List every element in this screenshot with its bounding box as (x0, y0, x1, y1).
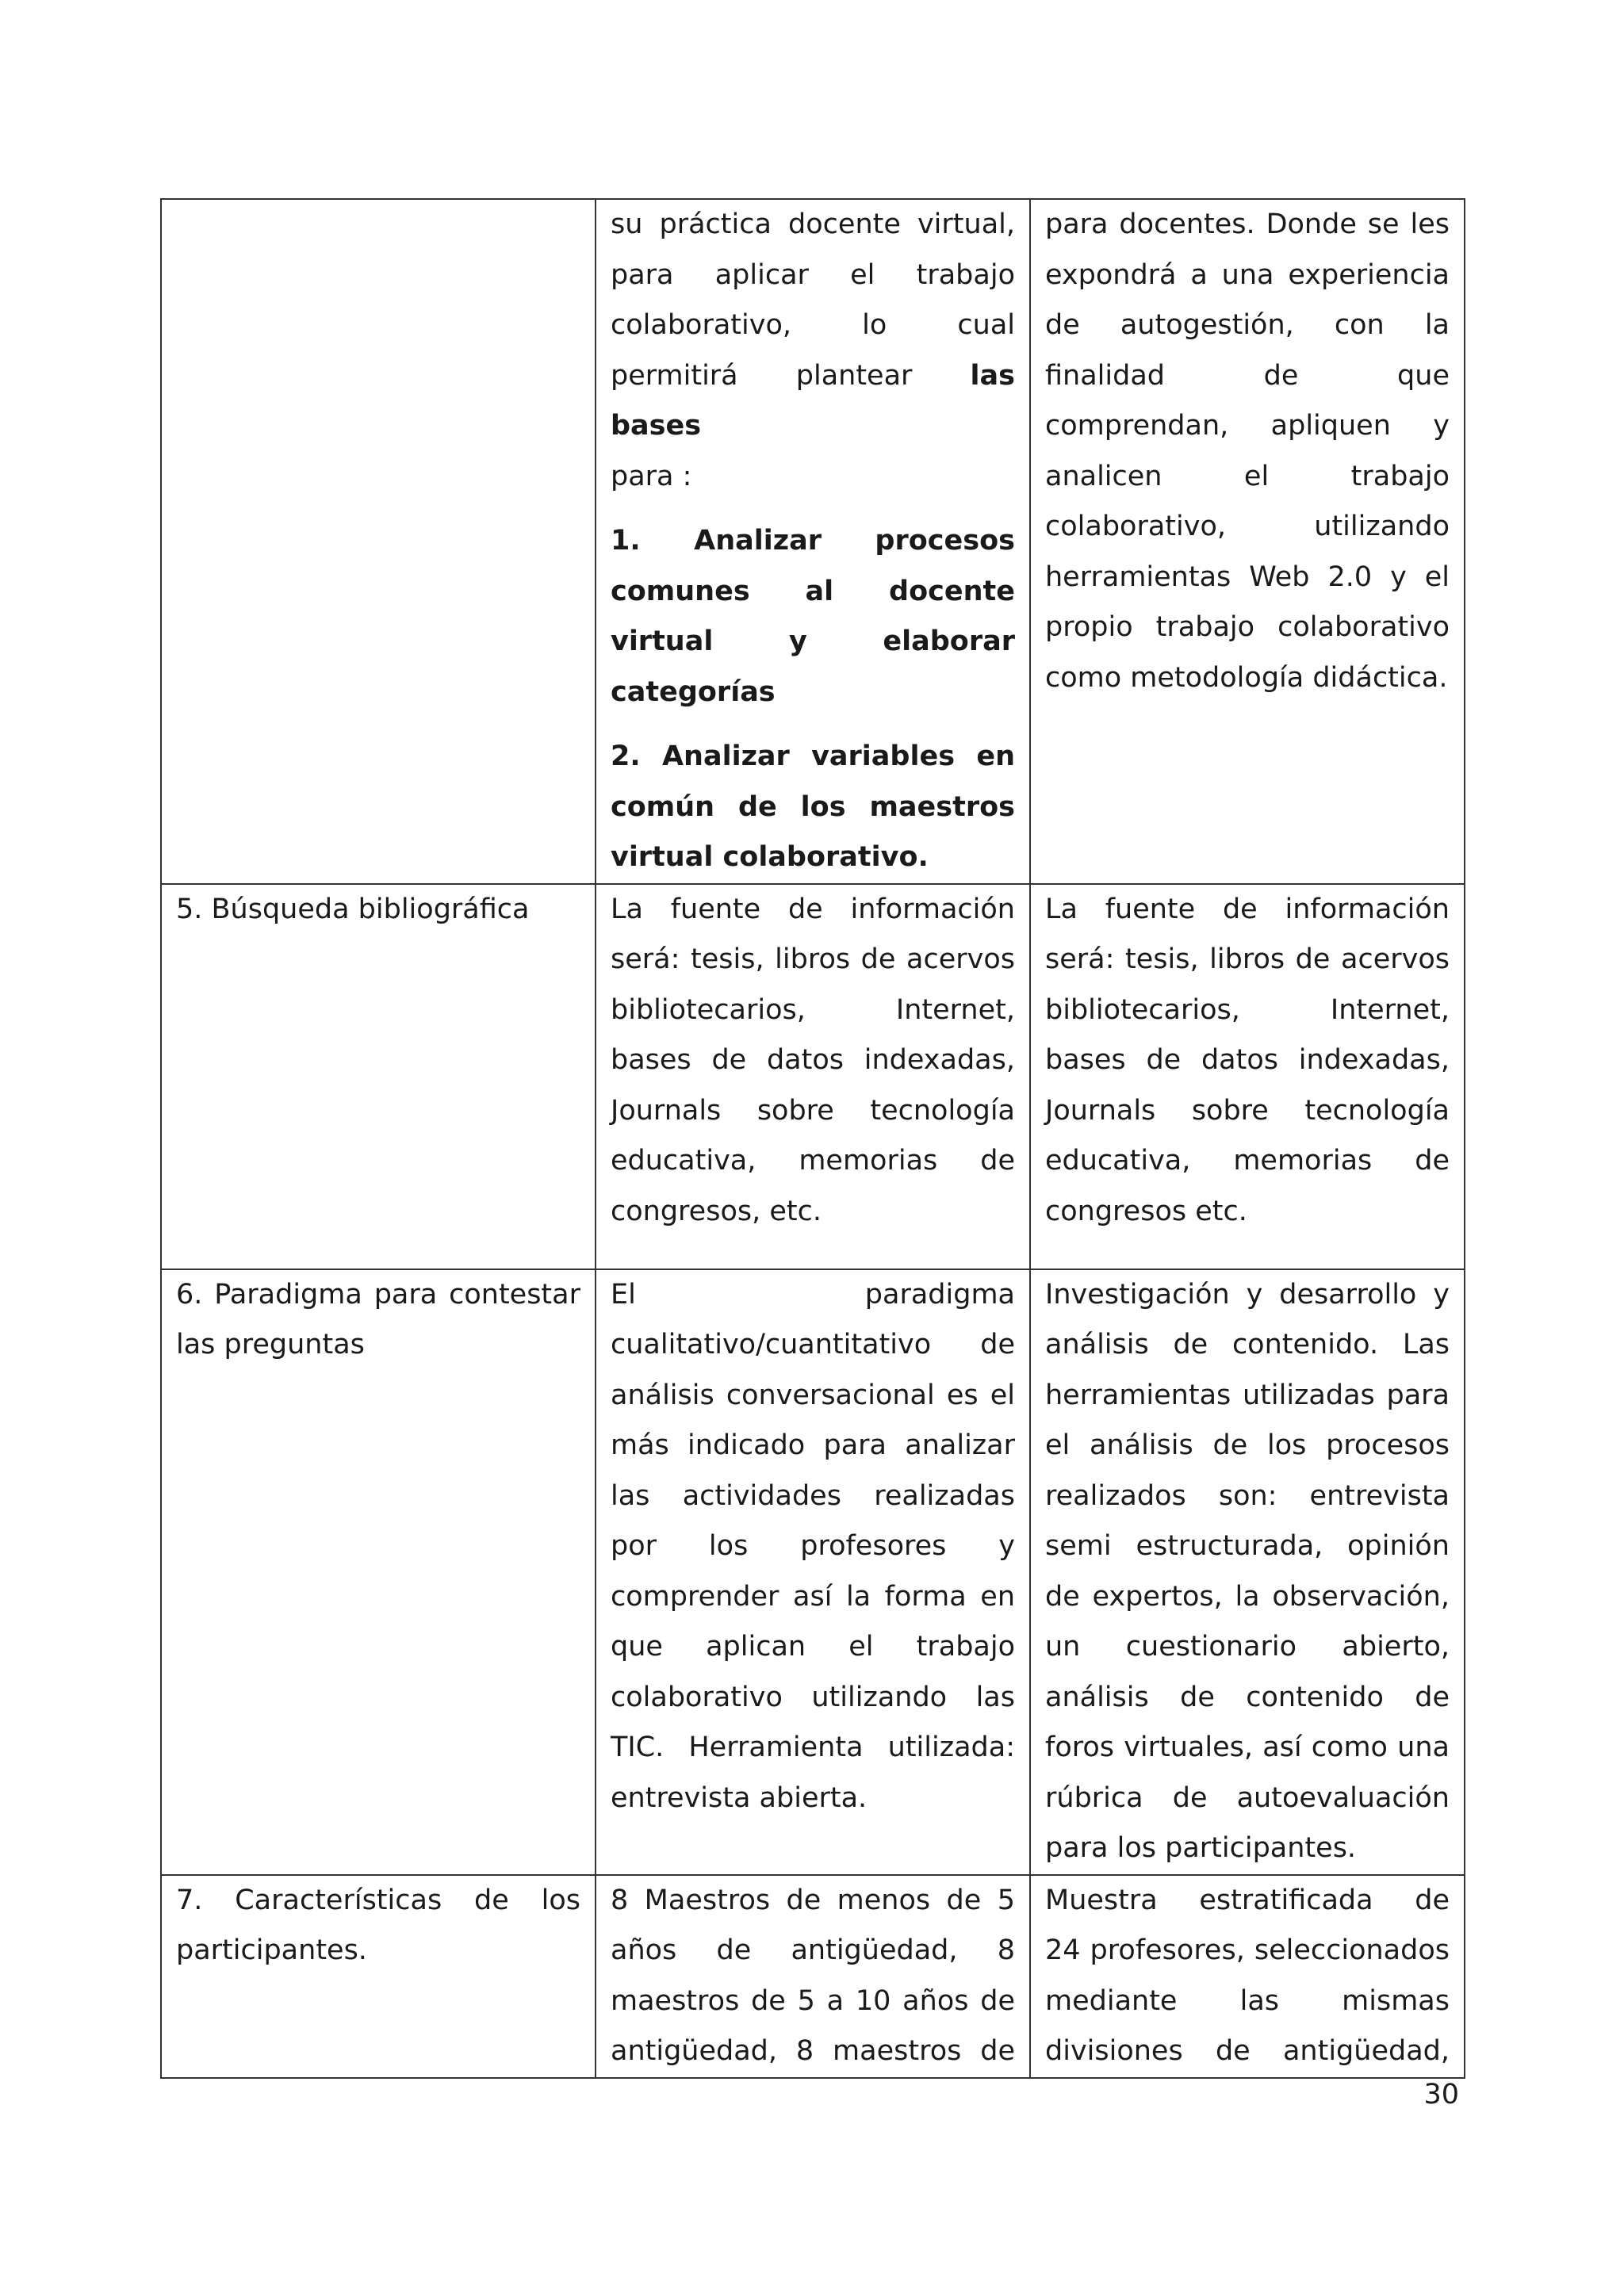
text-line: 24 profesores, seleccionados (1045, 1934, 1450, 1966)
text-line: será: tesis, libros de acervos (1045, 943, 1450, 975)
text-line: análisis conversacional es el (611, 1379, 1015, 1411)
list-item-line: categorías (611, 675, 776, 708)
list-item-line: comunes al docente (611, 575, 1015, 607)
text-line: análisis de contenido de (1045, 1681, 1450, 1713)
row-4-objective-cell (596, 1875, 1030, 2078)
row-label: participantes. (176, 1934, 367, 1966)
text-line: cualitativo/cuantitativo de (611, 1329, 1015, 1360)
text-line: congresos etc. (1045, 1195, 1247, 1227)
text-line: de autogestión, con la (1045, 309, 1450, 341)
text-line: bases de datos indexadas, (1045, 1044, 1450, 1076)
list-item-line: 1. Analizar procesos (611, 525, 1015, 557)
text-line: por los profesores y (611, 1530, 1015, 1562)
table-row (161, 884, 1465, 1269)
row-4-method-cell (1030, 1875, 1465, 2078)
text-line: años de antigüedad, 8 (611, 1934, 1015, 1966)
text-line: herramientas Web 2.0 y el (1045, 561, 1450, 593)
text-line: La fuente de información (611, 893, 1015, 925)
text-line: será: tesis, libros de acervos (611, 943, 1015, 975)
text-line: como metodología didáctica. (1045, 661, 1448, 694)
row-label: las preguntas (176, 1329, 365, 1360)
text-line: finalidad de que (1045, 359, 1450, 392)
text-line: semi estructurada, opinión (1045, 1530, 1450, 1562)
text-line: 8 Maestros de menos de 5 (611, 1884, 1015, 1916)
text-line: bases de datos indexadas, (611, 1044, 1015, 1076)
text-line: maestros de 5 a 10 años de (611, 1984, 1015, 2017)
text-line: el análisis de los procesos (1045, 1429, 1450, 1461)
text-line: las actividades realizadas (611, 1479, 1015, 1512)
text-line: entrevista abierta. (611, 1781, 868, 1814)
text-line: comprender así la forma en (611, 1580, 1015, 1613)
text-line: divisiones de antigüedad, (1045, 2035, 1450, 2067)
row-1-objective-cell (596, 199, 1030, 884)
text-line: educativa, memorias de (1045, 1145, 1450, 1177)
text-line: un cuestionario abierto, (1045, 1631, 1450, 1663)
text-line: para los participantes. (1045, 1832, 1357, 1864)
list-item-line: virtual y elaborar (611, 626, 1015, 657)
text-line: comprendan, apliquen y (1045, 410, 1450, 442)
text-line: herramientas utilizadas para (1045, 1379, 1450, 1411)
text-line: para : (611, 460, 692, 492)
page-number: 30 (1423, 2079, 1459, 2110)
list-item-line: 2. Analizar variables en (611, 740, 1015, 772)
row-label: 6. Paradigma para contestar (176, 1278, 580, 1311)
text-line: para aplicar el trabajo (611, 258, 1015, 291)
text-line: TIC. Herramienta utilizada: (611, 1732, 1015, 1763)
text-line: La fuente de información (1045, 893, 1450, 925)
row-4-label-cell (161, 1875, 596, 2078)
text-line: que aplican el trabajo (611, 1631, 1015, 1663)
text-line: Journals sobre tecnología (611, 1094, 1015, 1127)
text-line: análisis de contenido. Las (1045, 1329, 1450, 1360)
text-line: bibliotecarios, Internet, (611, 993, 1015, 1026)
row-3-objective-cell (596, 1269, 1030, 1875)
text-line: su práctica docente virtual, (611, 209, 1015, 240)
text-line: bibliotecarios, Internet, (1045, 993, 1450, 1026)
text-line: Muestra estratificada de (1045, 1884, 1450, 1916)
table-row (161, 1269, 1465, 1875)
text-normal: permitirá plantear (611, 359, 971, 392)
content-table (160, 198, 1465, 2079)
row-2-method-cell (1030, 884, 1465, 1269)
text-bold: las bases (611, 359, 1015, 442)
list-item-line: virtual colaborativo. (611, 841, 929, 873)
text-line: Investigación y desarrollo y (1045, 1278, 1450, 1311)
text-line: analicen el trabajo (1045, 460, 1450, 492)
table-row (161, 1875, 1465, 2078)
row-1-method-cell (1030, 199, 1465, 884)
text-line: foros virtuales, así como una (1045, 1732, 1450, 1763)
row-2-objective-cell (596, 884, 1030, 1269)
text-line: expondrá a una experiencia (1045, 258, 1450, 291)
text-line: rúbrica de autoevaluación (1045, 1781, 1450, 1814)
row-1-label-cell (161, 199, 596, 884)
text-line: educativa, memorias de (611, 1145, 1015, 1177)
text-line: mediante las mismas (1045, 1984, 1450, 2017)
row-label: 5. Búsqueda bibliográfica (176, 893, 530, 925)
text-line: El paradigma (611, 1278, 1015, 1311)
text-line: antigüedad, 8 maestros de (611, 2035, 1015, 2067)
text-line: de expertos, la observación, (1045, 1580, 1450, 1613)
table-row (161, 199, 1465, 884)
text-line: colaborativo, lo cual (611, 309, 1015, 341)
row-3-label-cell (161, 1269, 596, 1875)
row-label: 7. Características de los (176, 1884, 580, 1916)
text-line: colaborativo, utilizando (1045, 511, 1450, 542)
text-line: colaborativo utilizando las (611, 1681, 1015, 1713)
text-line: para docentes. Donde se les (1045, 209, 1450, 240)
text-line: Journals sobre tecnología (1045, 1094, 1450, 1127)
row-3-method-cell (1030, 1269, 1465, 1875)
text-line: congresos, etc. (611, 1195, 822, 1227)
text-line (611, 351, 1015, 452)
list-item-line: común de los maestros (611, 790, 1015, 823)
row-2-label-cell (161, 884, 596, 1269)
text-line: propio trabajo colaborativo (1045, 611, 1450, 643)
text-line: realizados son: entrevista (1045, 1479, 1450, 1512)
text-line: más indicado para analizar (611, 1429, 1015, 1461)
